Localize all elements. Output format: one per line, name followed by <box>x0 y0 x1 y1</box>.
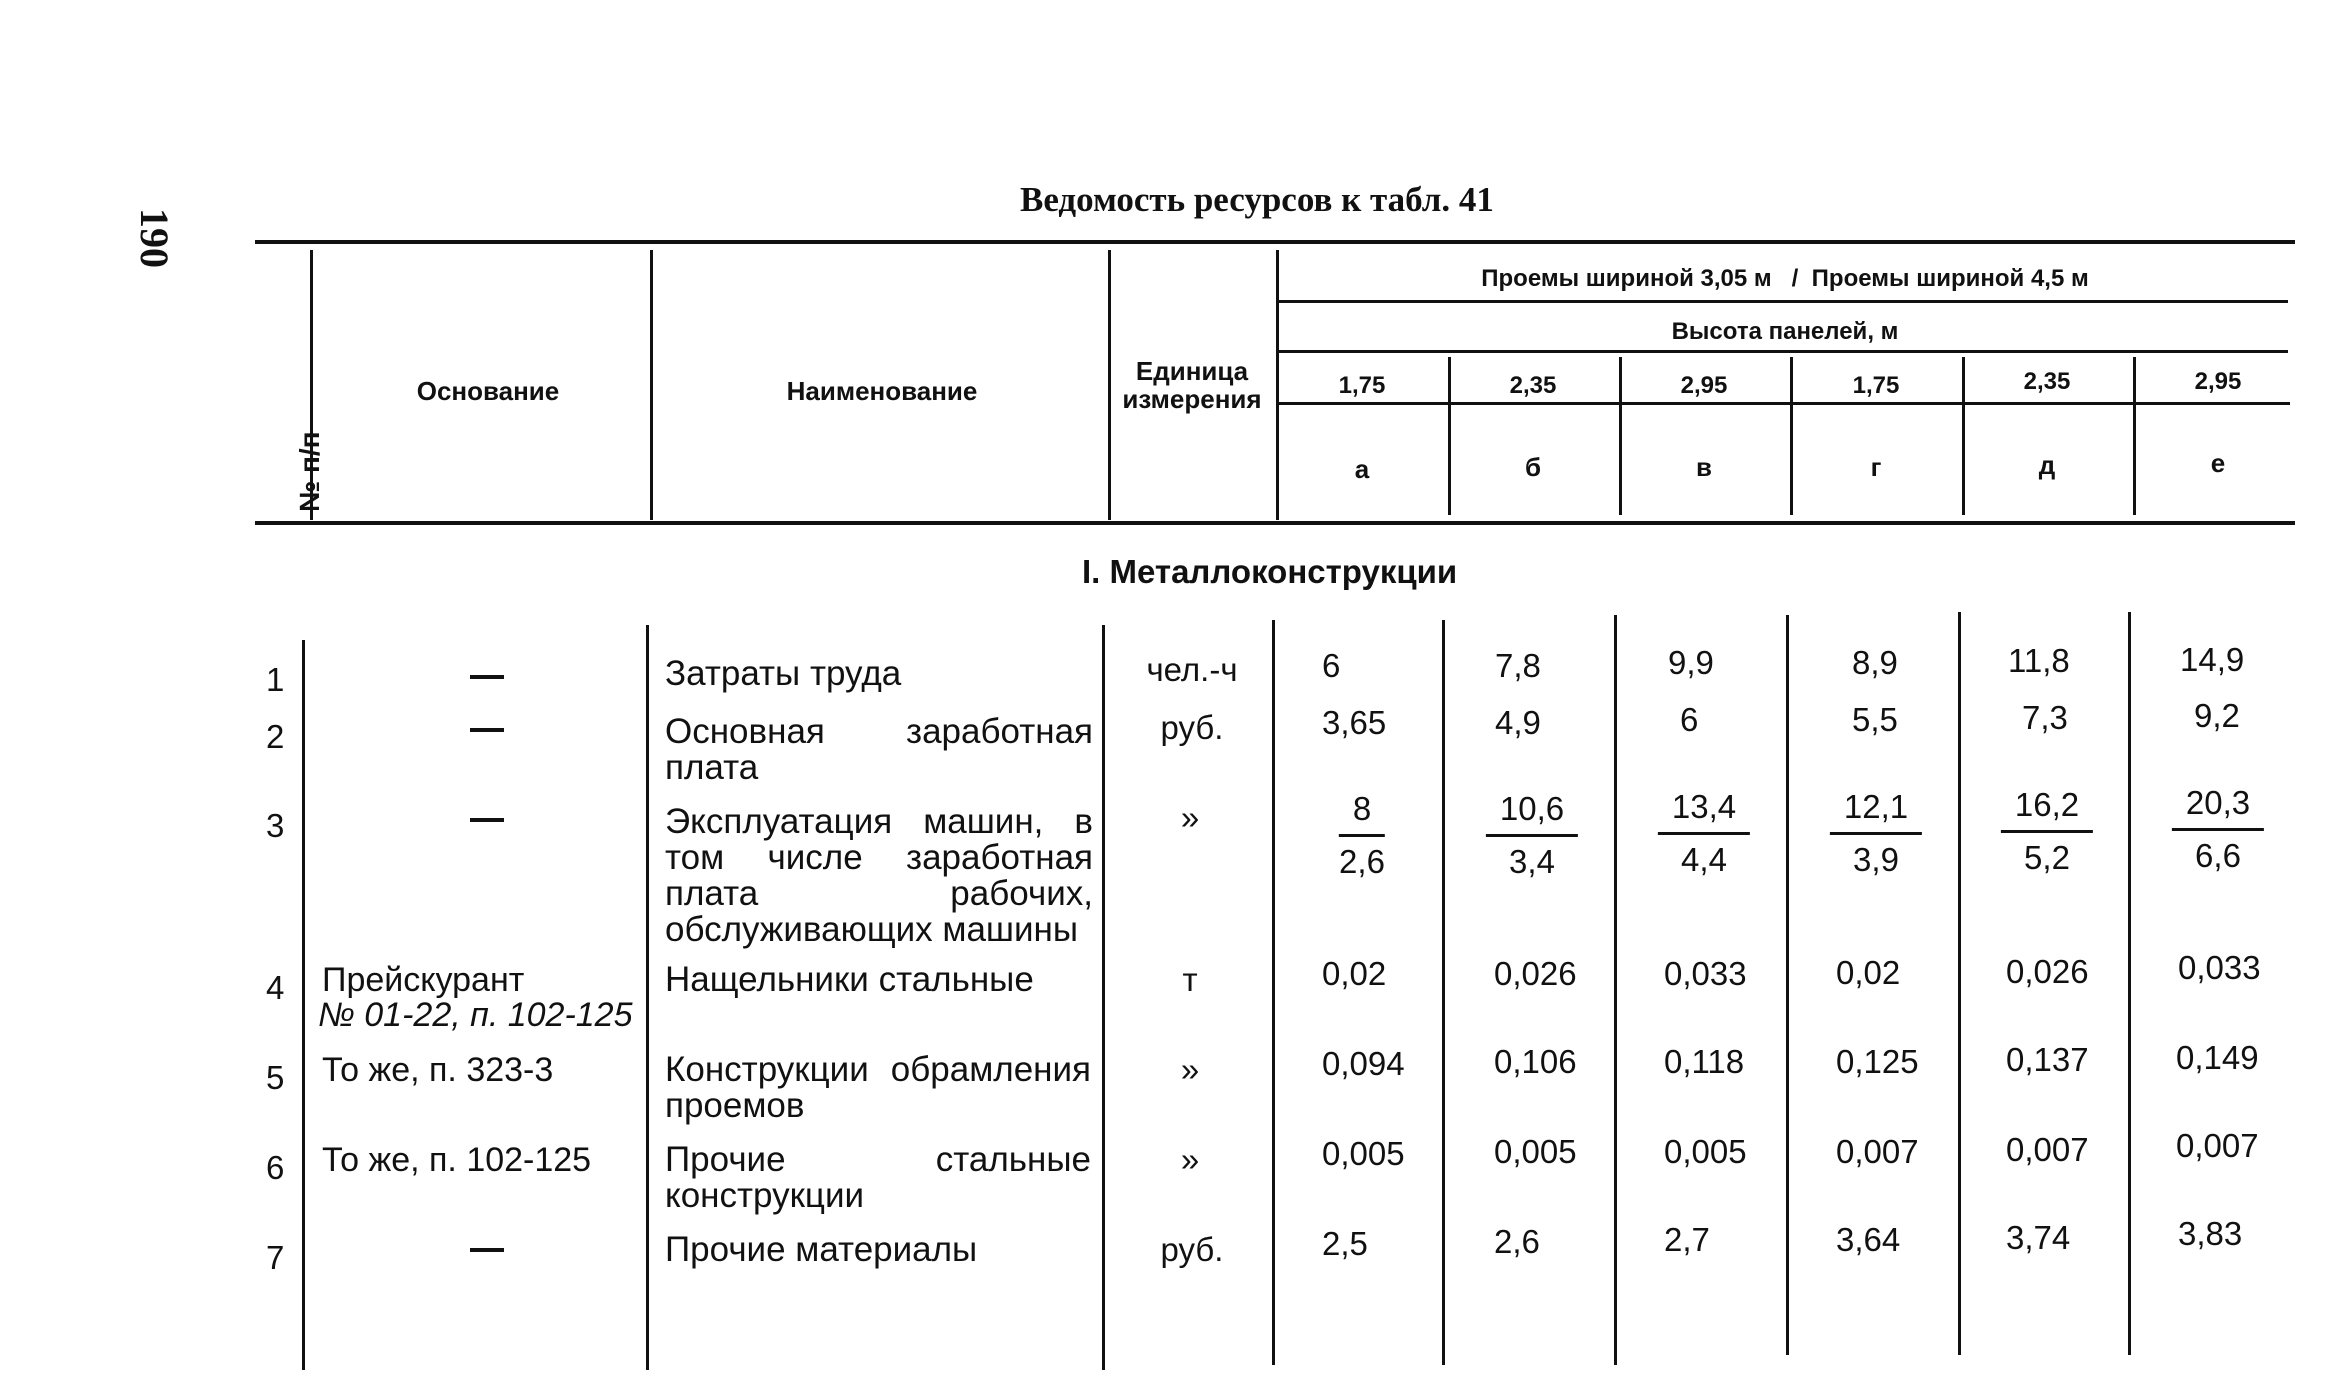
values-rule <box>1278 402 2290 405</box>
value-cell: 0,106 <box>1494 1043 1577 1080</box>
value-cell: 0,026 <box>2006 953 2089 990</box>
column-letter: в <box>1696 452 1712 482</box>
value-cell: 0,005 <box>1494 1133 1577 1170</box>
item-name: Прочие материалы <box>665 1230 978 1269</box>
value-cell: 0,125 <box>1836 1043 1919 1080</box>
value-cell: 0,007 <box>2176 1127 2259 1164</box>
fraction-top: 20,3 <box>2172 784 2264 831</box>
fraction-value <box>1830 788 1922 879</box>
value-cell: 0,005 <box>1322 1135 1405 1172</box>
body-col-divider <box>1614 615 1617 1365</box>
unit: » <box>1180 799 1200 836</box>
row-number-header: № п/п <box>294 431 325 512</box>
value-cell: 0,149 <box>2176 1039 2259 1076</box>
fraction-top: 10,6 <box>1486 790 1578 837</box>
item-name: Затраты труда <box>665 654 902 693</box>
fraction-bottom: 3,4 <box>1509 843 1555 880</box>
value-cell: 0,033 <box>1664 955 1747 992</box>
unit: » <box>1180 1141 1200 1178</box>
height-value: 1,75 <box>1338 372 1386 399</box>
height-value: 2,95 <box>1680 372 1728 399</box>
fraction-bottom: 6,6 <box>2195 837 2241 874</box>
header-col-divider <box>1108 250 1111 520</box>
fraction-top: 8 <box>1339 790 1385 837</box>
column-letter: д <box>2038 450 2056 480</box>
page-number: 190 <box>132 208 177 268</box>
value-cell: 0,026 <box>1494 955 1577 992</box>
row-number: 4 <box>266 969 285 1006</box>
height-rule <box>1278 350 2288 353</box>
value-cell: 11,8 <box>2008 642 2070 679</box>
body-col-divider <box>646 625 649 1370</box>
value-cell: 0,02 <box>1322 955 1387 992</box>
value-cell: 2,6 <box>1494 1223 1540 1260</box>
item-name: Эксплуатация машин, в том числе заработная плата рабочих, обслуживающих машины <box>665 802 1093 949</box>
basis-dash <box>470 728 504 732</box>
basis-text: № 01-22, п. 102-125 <box>318 996 633 1034</box>
value-cell: 0,118 <box>1664 1043 1745 1080</box>
fraction-bottom: 4,4 <box>1681 841 1727 878</box>
fraction-top: 13,4 <box>1658 788 1750 835</box>
row-number: 6 <box>266 1149 285 1186</box>
basis-header: Основание <box>416 376 560 406</box>
height-value: 1,75 <box>1852 372 1900 399</box>
body-col-divider <box>1102 625 1105 1370</box>
basis-dash <box>470 675 504 679</box>
value-cell: 0,005 <box>1664 1133 1747 1170</box>
basis-text: Прейскурант <box>322 961 525 999</box>
fraction-value <box>1486 790 1578 881</box>
openings-rule <box>1278 300 2288 303</box>
value-cell: 9,9 <box>1668 644 1714 681</box>
value-cell: 8,9 <box>1852 644 1898 681</box>
unit: чел.-ч <box>1146 651 1238 688</box>
top-rule <box>255 240 2295 244</box>
unit-header-line2: измерения <box>1122 384 1262 414</box>
height-divider <box>1790 357 1793 515</box>
height-divider <box>2133 357 2136 515</box>
panel-height-header: Высота панелей, м <box>1671 318 1899 345</box>
value-cell: 4,9 <box>1495 704 1541 741</box>
body-col-divider <box>1786 615 1789 1355</box>
value-cell: 7,3 <box>2022 699 2068 736</box>
height-value: 2,35 <box>2023 368 2071 395</box>
item-name: Конструкции обрамления проемов <box>665 1050 1091 1125</box>
header-col-divider <box>1276 250 1279 520</box>
unit-header-line1: Единица <box>1135 356 1249 386</box>
value-cell: 2,5 <box>1322 1225 1368 1262</box>
height-divider <box>1619 357 1622 515</box>
column-letter: г <box>1870 452 1882 482</box>
fraction-bottom: 5,2 <box>2024 839 2070 876</box>
column-letter: а <box>1354 454 1370 484</box>
row-number: 3 <box>266 807 285 844</box>
height-value: 2,95 <box>2194 368 2242 395</box>
fraction-bottom: 2,6 <box>1339 843 1385 880</box>
fraction-top: 12,1 <box>1830 788 1922 835</box>
unit: руб. <box>1160 1231 1224 1268</box>
row-number: 7 <box>266 1239 285 1276</box>
row-number: 5 <box>266 1059 285 1096</box>
unit: т <box>1182 961 1198 998</box>
value-cell: 3,74 <box>2006 1219 2071 1256</box>
column-letter: е <box>2210 448 2226 478</box>
value-cell: 0,02 <box>1836 954 1901 991</box>
fraction-value <box>2001 786 2093 877</box>
basis-dash <box>470 1248 504 1252</box>
body-col-divider <box>1442 620 1445 1365</box>
openings-header: Проемы шириной 3,05 м / Проемы шириной 4,5 м <box>1481 265 2089 292</box>
basis-text: То же, п. 102-125 <box>322 1141 592 1179</box>
value-cell: 2,7 <box>1664 1221 1710 1258</box>
value-cell: 6 <box>1680 701 1699 738</box>
value-cell: 3,83 <box>2178 1215 2243 1252</box>
fraction-bottom: 3,9 <box>1853 841 1899 878</box>
unit: руб. <box>1160 709 1224 746</box>
value-cell: 6 <box>1322 647 1341 684</box>
item-name: Прочие стальные конструкции <box>665 1140 1091 1215</box>
value-cell: 7,8 <box>1495 647 1541 684</box>
header-bottom-rule <box>255 521 2295 525</box>
value-cell: 0,007 <box>1836 1133 1919 1170</box>
row-number: 2 <box>266 718 285 755</box>
value-cell: 0,094 <box>1322 1045 1405 1082</box>
table-title: Ведомость ресурсов к табл. 41 <box>1020 180 1494 219</box>
row-number: 1 <box>266 661 285 698</box>
basis-dash <box>470 818 504 822</box>
fraction-value <box>2172 784 2264 875</box>
fraction-value <box>1658 788 1750 879</box>
item-name: Нащельники стальные <box>665 960 1034 999</box>
value-cell: 5,5 <box>1852 701 1898 738</box>
name-header: Наименование <box>786 376 978 406</box>
header-col-divider <box>650 250 653 520</box>
item-name: Основная заработная плата <box>665 712 1093 787</box>
height-value: 2,35 <box>1509 372 1557 399</box>
value-cell: 9,2 <box>2194 697 2240 734</box>
value-cell: 0,137 <box>2006 1041 2089 1078</box>
value-cell: 0,033 <box>2178 949 2261 986</box>
basis-text: То же, п. 323-3 <box>322 1051 554 1089</box>
value-cell: 3,65 <box>1322 704 1387 741</box>
value-cell: 14,9 <box>2180 641 2245 678</box>
height-divider <box>1962 357 1965 515</box>
height-divider <box>1448 357 1451 515</box>
value-cell: 3,64 <box>1836 1221 1901 1258</box>
section-title: I. Металлоконструкции <box>1082 553 1458 590</box>
unit: » <box>1180 1051 1200 1088</box>
body-col-divider <box>1272 620 1275 1365</box>
body-col-divider <box>302 640 305 1370</box>
body-col-divider <box>1958 612 1961 1355</box>
fraction-top: 16,2 <box>2001 786 2093 833</box>
value-cell: 0,007 <box>2006 1131 2089 1168</box>
column-letter: б <box>1524 452 1542 482</box>
fraction-value <box>1339 790 1385 881</box>
body-col-divider <box>2128 612 2131 1355</box>
